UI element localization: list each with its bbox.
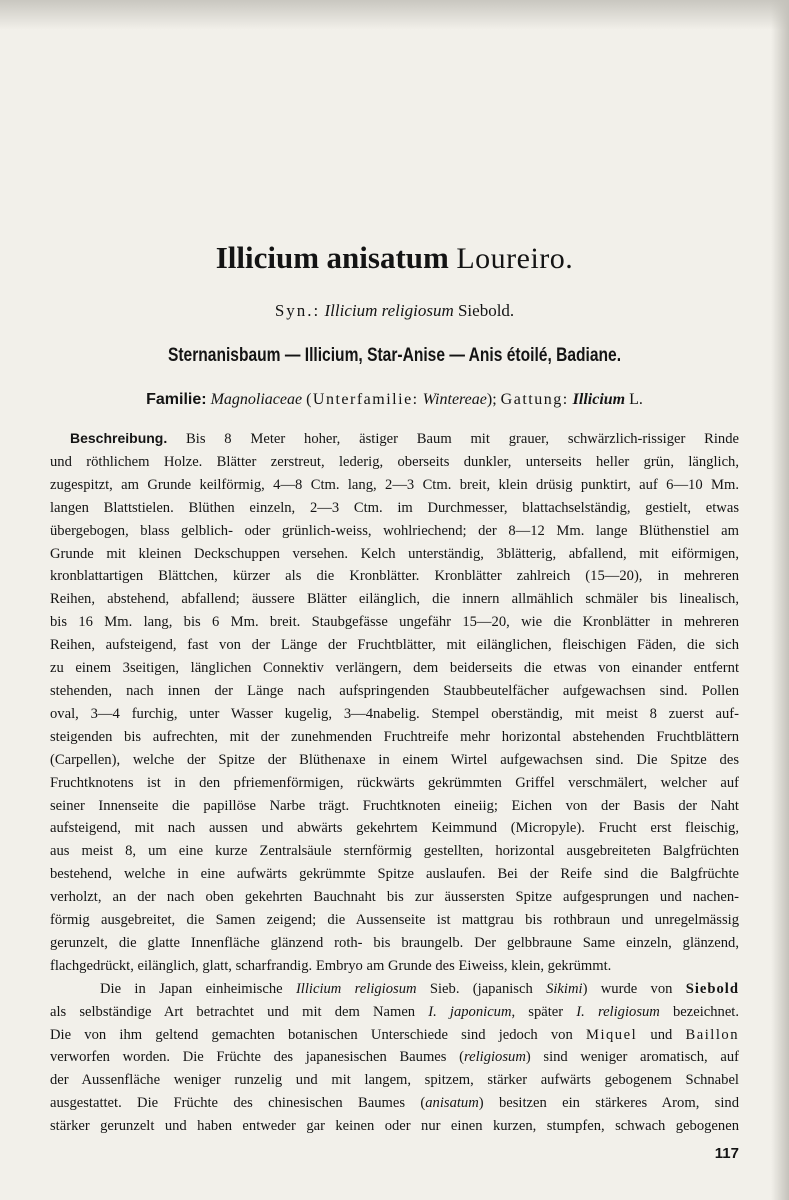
paragraph2-line-2: als selbständige Art betrachtet und mit dem Namen I. japonicum, später I. religiosum bezeichnet. xyxy=(50,1003,740,1020)
page-number: 117 xyxy=(714,1145,739,1162)
page-title xyxy=(0,240,789,277)
description-line-19: aus meist 8, um eine kurze Zentralsäule sternförmig gestellten, horizontal ausgebreiteten Balgfrüchten xyxy=(50,843,739,860)
description-line-11: zu einem 3seitigen, länglichen Connektiv verlängern, dem beiderseits die etwas von einander entfernt xyxy=(50,660,739,677)
genus-label: Gattung: xyxy=(500,391,569,408)
genus-name: Illicium xyxy=(572,391,626,408)
description-line-5: übergebogen, blass gelblich- oder grünlich-weiss, wohlriechend; der 8—12 Mm. lange Blüthenstiel am xyxy=(50,522,739,539)
common-names: Sternanisbaum — Illicium, Star-Anise — Anis étoilé, Badiane. xyxy=(167,345,622,366)
description-line-6: Grunde mit kleinen Deckschuppen versehen. Kelch unterständig, 3blätterig, abfallend, mit eiförmigen, xyxy=(50,545,739,562)
title-genus: Illicium xyxy=(215,240,320,275)
subfamily-open: (Unterfamilie: xyxy=(306,391,419,408)
family-label: Familie: xyxy=(146,391,207,408)
genus-author: L. xyxy=(629,391,643,408)
description-line-2: und röthlichem Holze. Blätter zerstreut, lederig, oberseits dunkler, unterseits heller grün, länglich, xyxy=(50,453,739,470)
subfamily-name: Wintereae xyxy=(422,391,487,408)
description-line-4: langen Blattstielen. Blüthen einzeln, 2—3 Ctm. im Durchmesser, blattachselständig, gestielt, etwas xyxy=(50,499,739,516)
synonym-name: Illicium religiosum xyxy=(324,301,454,320)
paragraph2-line-5: der Aussenfläche weniger runzelig und mit langem, spitzem, stärker aufwärts gebogenem Schnabel xyxy=(50,1072,739,1089)
description-line-12: stehenden, nach innen der Länge nach aufspringenden Staubbeutelfächer aufgewachsen sind. Pollen xyxy=(50,682,739,699)
family-line xyxy=(0,389,789,411)
title-species: anisatum xyxy=(326,240,449,275)
description-line-24: flachgedrückt, eilänglich, glatt, scharfrandig. Embryo am Grunde des Eiweiss, klein, gekrümmt. xyxy=(50,957,612,974)
description-line-18: aufsteigend, mit nach aussen und abwärts gekehrtem Keimmund (Micropyle). Frucht erst fleischig, xyxy=(50,820,739,837)
body-text xyxy=(50,427,739,1138)
description-line-17: seiner Innenseite die papillöse Narbe trägt. Fruchtknoten eineiig; Eichen von der Basis der Naht xyxy=(50,797,739,814)
subfamily-close: ); xyxy=(486,391,497,408)
family-name: Magnoliaceae xyxy=(210,391,303,408)
scan-shadow-right xyxy=(771,0,789,1200)
paragraph2-line-6: ausgestattet. Die Früchte des chinesischen Baumes (anisatum) besitzen ein stärkeres Arom, sind xyxy=(50,1095,739,1112)
description-line-15: (Carpellen), welche der Spitze der Blüthenaxe in einem Wirtel aufgewachsen sind. Die Spitze des xyxy=(50,751,739,768)
description-line-8: Reihen, abstehend, abfallend; äussere Blätter eilänglich, die innern allmählich schmäler bis linealisch, xyxy=(50,591,739,608)
description-line-16: Fruchtknotens ist in den pfriemenförmigen, rückwärts gekrümmten Griffel verschmälert, welcher auf xyxy=(50,774,739,791)
description-line-23: gerunzelt, die glatte Innenfläche glänzend roth- bis braungelb. Der gelbbraune Same einzeln, glänzend, xyxy=(50,934,739,951)
description-line-20: bestehend, welche in eine aufwärts gekrümmte Spitze auslaufen. Bei der Reife sind die Balgfrüchte xyxy=(50,866,739,883)
description-line-13: oval, 3—4 furchig, unter Wasser kugelig, 3—4nabelig. Stempel oberständig, mit meist 8 zuerst auf- xyxy=(50,705,739,722)
description-line-10: Reihen, aufsteigend, fast von der Länge der Fruchtblätter, mit eilänglichen, fleischigen Fäden, die sich xyxy=(50,637,739,654)
description-line-1: Beschreibung. Bis 8 Meter hoher, ästiger Baum mit grauer, schwärzlich-rissiger Rinde xyxy=(70,430,739,447)
description-line-21: verholzt, an der nach oben gekehrten Bauchnaht bis zur äussersten Spitze aufgesprungen und nachen- xyxy=(50,889,739,906)
paragraph2-line-4: verworfen worden. Die Früchte des japanesischen Baumes (religiosum) sind weniger aromatisch, auf xyxy=(50,1049,739,1066)
title-author: Loureiro. xyxy=(456,242,574,275)
paragraph2-line-1: Die in Japan einheimische Illicium religiosum Sieb. (japanisch Sikimi) wurde von Siebold xyxy=(100,980,739,997)
synonym-line xyxy=(0,300,789,322)
description-heading: Beschreibung. xyxy=(70,430,168,446)
synonym-label: Syn.: xyxy=(274,301,321,320)
description-line-7: kronblattartigen Blättchen, kürzer als die Kronblätter. Kronblätter zahlreich (15—20), in mehreren xyxy=(50,568,739,585)
scan-shadow-top xyxy=(0,0,789,30)
synonym-author: Siebold. xyxy=(457,301,515,320)
description-line-22: förmig ausgebreitet, die Samen zeigend; die Aussenseite ist mattgrau bis rothbraun und unregelmässig xyxy=(50,912,739,929)
description-line-9: bis 16 Mm. lang, bis 6 Mm. breit. Staubgefässe ungefähr 15—20, wie die Kronblätter in mehreren xyxy=(50,614,739,631)
paragraph2-line-3: Die von ihm geltend gemachten botanischen Unterschiede sind jedoch von Miquel und Baillon xyxy=(50,1026,739,1043)
paragraph2-line-7: stärker gerunzelt und haben entweder gar keinen oder nur einen kurzen, stumpfen, schwach gebogenen xyxy=(50,1118,739,1135)
description-line-3: zugespitzt, am Grunde keilförmig, 4—8 Ctm. lang, 2—3 Ctm. breit, klein drüsig punktirt, auf 6—10 Mm. xyxy=(50,476,739,493)
description-line-14: steigenden bis aufrechten, mit der zunehmenden Fruchtreife mehr horizontal abstehenden Fruchtblättern xyxy=(50,728,739,745)
